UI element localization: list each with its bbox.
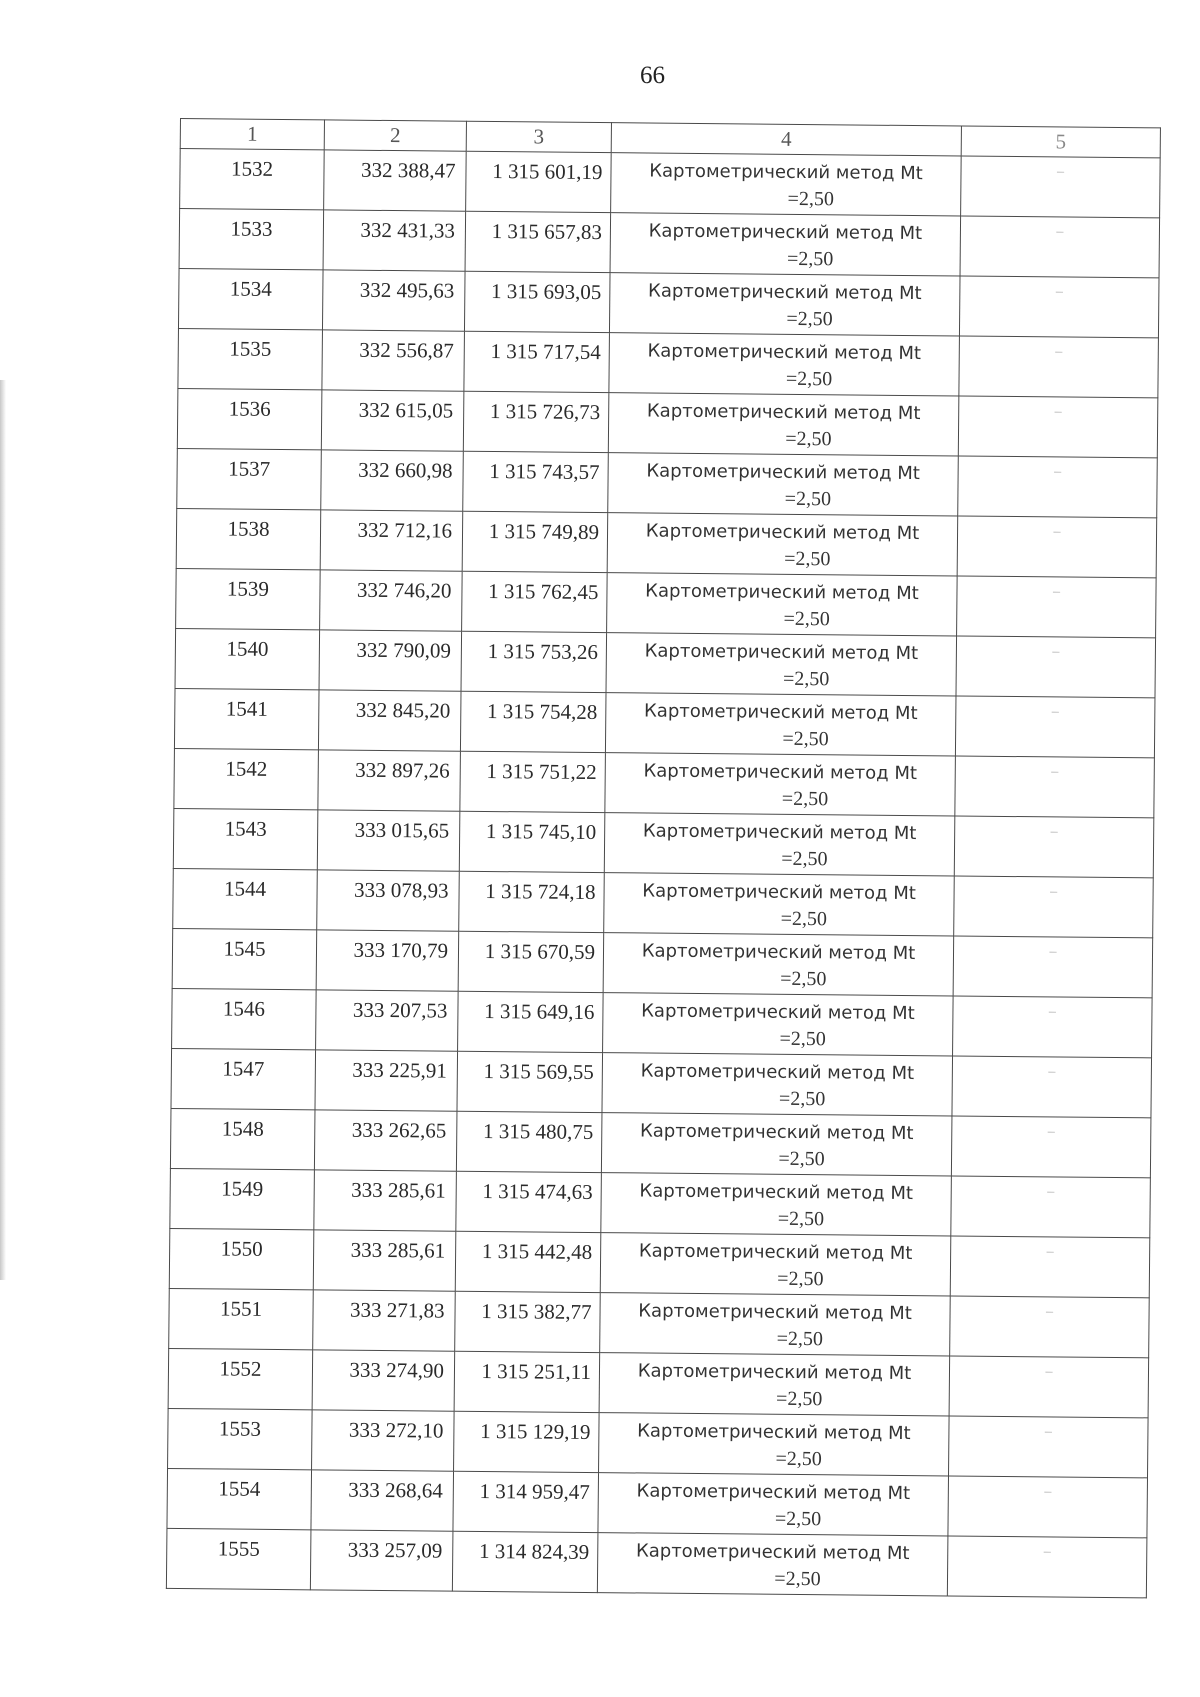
y-coordinate-cell: 1 315 480,75 xyxy=(456,1111,602,1172)
accuracy-text: =2,50 xyxy=(784,547,831,571)
method-cell xyxy=(599,1353,950,1416)
table-row xyxy=(172,988,1153,1057)
method-text: Картометрический метод Mt xyxy=(646,400,921,425)
method-cell xyxy=(607,573,958,636)
method-text: Картометрический метод Mt xyxy=(638,1240,913,1265)
y-coordinate-cell: 1 315 754,28 xyxy=(460,691,606,752)
header-col-3: 3 xyxy=(466,121,611,152)
method-text: Картометрический метод Mt xyxy=(635,1540,910,1565)
method-cell xyxy=(601,1173,952,1236)
y-coordinate-cell: 1 315 442,48 xyxy=(455,1231,601,1292)
table-row xyxy=(171,1048,1152,1117)
y-coordinate-cell: 1 315 251,11 xyxy=(454,1351,600,1412)
method-cell xyxy=(604,873,955,936)
note-cell: – xyxy=(949,1356,1149,1418)
y-coordinate-cell: 1 315 753,26 xyxy=(461,631,607,692)
note-cell: – xyxy=(953,996,1153,1058)
x-coordinate-cell: 333 271,83 xyxy=(313,1290,456,1351)
note-cell: – xyxy=(948,1476,1148,1538)
point-number-cell: 1534 xyxy=(178,268,323,329)
accuracy-text: =2,50 xyxy=(777,1207,825,1231)
point-number-cell: 1533 xyxy=(179,209,324,270)
table-row xyxy=(176,568,1157,637)
table-row xyxy=(170,1108,1151,1177)
method-cell xyxy=(603,933,954,996)
y-coordinate-cell: 1 315 749,89 xyxy=(462,511,608,572)
method-text: Картометрический метод Mt xyxy=(639,1120,914,1145)
point-number-cell: 1536 xyxy=(177,388,322,449)
table-row xyxy=(168,1408,1149,1477)
y-coordinate-cell: 1 315 129,19 xyxy=(454,1411,600,1472)
note-cell: – xyxy=(956,636,1156,698)
method-cell xyxy=(610,213,961,276)
table-row xyxy=(173,868,1154,937)
y-coordinate-cell: 1 314 959,47 xyxy=(453,1471,599,1532)
y-coordinate-cell: 1 315 726,73 xyxy=(463,391,609,452)
table-row xyxy=(178,328,1159,397)
point-number-cell: 1553 xyxy=(168,1408,313,1469)
accuracy-text: =2,50 xyxy=(786,307,833,331)
x-coordinate-cell: 332 746,20 xyxy=(320,570,463,631)
y-coordinate-cell: 1 315 724,18 xyxy=(459,871,605,932)
method-text: Картометрический метод Mt xyxy=(647,340,922,365)
y-coordinate-cell: 1 315 717,54 xyxy=(464,331,610,392)
table-row xyxy=(175,628,1156,697)
point-number-cell: 1550 xyxy=(169,1228,314,1289)
note-cell: – xyxy=(951,1176,1151,1238)
table-row xyxy=(178,268,1159,337)
x-coordinate-cell: 333 257,09 xyxy=(310,1530,453,1591)
note-cell: – xyxy=(949,1416,1149,1478)
header-col-4: 4 xyxy=(611,123,961,156)
y-coordinate-cell: 1 315 751,22 xyxy=(460,751,606,812)
y-coordinate-cell: 1 315 474,63 xyxy=(456,1171,602,1232)
table-row xyxy=(173,808,1154,877)
x-coordinate-cell: 333 285,61 xyxy=(313,1230,456,1291)
x-coordinate-cell: 332 897,26 xyxy=(318,750,461,811)
point-number-cell: 1555 xyxy=(166,1528,311,1589)
point-number-cell: 1532 xyxy=(180,149,325,210)
table-row xyxy=(169,1228,1150,1297)
method-cell xyxy=(600,1293,951,1356)
accuracy-text: =2,50 xyxy=(777,1267,824,1291)
method-text: Картометрический метод Mt xyxy=(648,280,922,305)
accuracy-text: =2,50 xyxy=(782,727,829,751)
accuracy-text: =2,50 xyxy=(786,247,834,271)
x-coordinate-cell: 332 495,63 xyxy=(322,270,465,331)
method-text: Картометрический метод Mt xyxy=(638,1300,912,1325)
table-row xyxy=(167,1468,1148,1537)
method-cell xyxy=(607,513,958,576)
x-coordinate-cell: 333 170,79 xyxy=(316,930,459,991)
x-coordinate-cell: 332 556,87 xyxy=(322,330,465,391)
note-cell: – xyxy=(953,936,1153,998)
method-cell xyxy=(604,813,955,876)
x-coordinate-cell: 333 225,91 xyxy=(315,1050,458,1111)
x-coordinate-cell: 332 712,16 xyxy=(320,510,463,571)
y-coordinate-cell: 1 315 649,16 xyxy=(458,991,604,1052)
point-number-cell: 1554 xyxy=(167,1468,312,1529)
y-coordinate-cell: 1 315 670,59 xyxy=(458,931,604,992)
table-row xyxy=(172,928,1153,997)
method-text: Картометрический метод Mt xyxy=(644,640,919,665)
point-number-cell: 1547 xyxy=(171,1048,316,1109)
y-coordinate-cell: 1 315 693,05 xyxy=(464,271,610,332)
y-coordinate-cell: 1 315 745,10 xyxy=(459,811,605,872)
method-cell xyxy=(609,333,960,396)
accuracy-text: =2,50 xyxy=(781,787,829,811)
method-text: Картометрический метод Mt xyxy=(637,1420,911,1445)
method-text: Картометрический метод Mt xyxy=(648,220,923,245)
method-cell xyxy=(605,753,956,816)
note-cell: – xyxy=(955,696,1155,758)
y-coordinate-cell: 1 315 762,45 xyxy=(462,571,608,632)
method-text: Картометрический метод Mt xyxy=(641,940,916,965)
table-row xyxy=(177,448,1158,517)
note-cell: – xyxy=(952,1056,1152,1118)
method-text: Картометрический метод Mt xyxy=(643,760,918,785)
accuracy-text: =2,50 xyxy=(779,1027,826,1051)
x-coordinate-cell: 333 268,64 xyxy=(311,1470,454,1531)
table-row xyxy=(168,1348,1149,1417)
note-cell: – xyxy=(950,1296,1150,1358)
table-row xyxy=(169,1288,1150,1357)
note-cell: – xyxy=(959,336,1159,398)
accuracy-text: =2,50 xyxy=(774,1567,821,1591)
method-cell xyxy=(608,453,959,516)
point-number-cell: 1551 xyxy=(169,1288,314,1349)
point-number-cell: 1535 xyxy=(178,328,323,389)
point-number-cell: 1543 xyxy=(173,808,318,869)
note-cell: – xyxy=(959,276,1159,338)
header-col-5: 5 xyxy=(961,126,1160,158)
method-cell xyxy=(608,393,959,456)
accuracy-text: =2,50 xyxy=(785,427,832,451)
table-row xyxy=(177,388,1158,457)
note-cell: – xyxy=(951,1116,1151,1178)
coordinates-table xyxy=(166,118,1161,1598)
table-body xyxy=(166,149,1160,1598)
table-row xyxy=(170,1168,1151,1237)
accuracy-text: =2,50 xyxy=(787,187,834,211)
point-number-cell: 1541 xyxy=(174,688,319,749)
table-row xyxy=(180,149,1161,218)
method-text: Картометрический метод Mt xyxy=(640,1060,915,1085)
note-cell: – xyxy=(958,456,1158,518)
point-number-cell: 1545 xyxy=(172,928,317,989)
note-cell: – xyxy=(961,156,1161,218)
page-number: 66 xyxy=(640,62,665,89)
header-col-1: 1 xyxy=(180,119,324,150)
accuracy-text: =2,50 xyxy=(780,907,828,931)
method-cell xyxy=(601,1113,952,1176)
x-coordinate-cell: 333 285,61 xyxy=(314,1170,457,1231)
note-cell: – xyxy=(954,816,1154,878)
note-cell: – xyxy=(947,1536,1147,1598)
accuracy-text: =2,50 xyxy=(775,1387,823,1411)
point-number-cell: 1539 xyxy=(176,568,321,629)
accuracy-text: =2,50 xyxy=(784,487,832,511)
note-cell: – xyxy=(957,516,1157,578)
note-cell: – xyxy=(954,876,1154,938)
note-cell: – xyxy=(960,216,1160,278)
y-coordinate-cell: 1 315 382,77 xyxy=(455,1291,601,1352)
method-cell xyxy=(600,1233,951,1296)
point-number-cell: 1540 xyxy=(175,628,320,689)
x-coordinate-cell: 333 207,53 xyxy=(316,990,459,1051)
x-coordinate-cell: 332 431,33 xyxy=(323,210,466,271)
accuracy-text: =2,50 xyxy=(780,967,827,991)
x-coordinate-cell: 332 388,47 xyxy=(324,150,467,211)
method-text: Картометрический метод Mt xyxy=(641,1000,915,1025)
point-number-cell: 1548 xyxy=(170,1108,315,1169)
scan-edge-shadow xyxy=(0,380,6,1280)
header-col-2: 2 xyxy=(324,120,466,151)
table-row xyxy=(179,209,1160,278)
note-cell: – xyxy=(957,576,1157,638)
point-number-cell: 1538 xyxy=(176,508,321,569)
accuracy-text: =2,50 xyxy=(781,847,828,871)
x-coordinate-cell: 332 660,98 xyxy=(321,450,464,511)
method-cell xyxy=(609,273,960,336)
point-number-cell: 1542 xyxy=(174,748,319,809)
method-cell xyxy=(603,993,954,1056)
method-cell xyxy=(597,1533,948,1596)
method-text: Картометрический метод Mt xyxy=(645,580,919,605)
method-cell xyxy=(605,693,956,756)
table-row xyxy=(176,508,1157,577)
method-text: Картометрический метод Mt xyxy=(639,1180,914,1205)
accuracy-text: =2,50 xyxy=(778,1087,826,1111)
method-text: Картометрический метод Mt xyxy=(643,700,918,725)
y-coordinate-cell: 1 315 601,19 xyxy=(466,151,612,212)
note-cell: – xyxy=(958,396,1158,458)
method-text: Картометрический метод Mt xyxy=(645,520,920,545)
x-coordinate-cell: 333 015,65 xyxy=(317,810,460,871)
method-cell xyxy=(599,1413,950,1476)
point-number-cell: 1537 xyxy=(177,448,322,509)
accuracy-text: =2,50 xyxy=(775,1447,822,1471)
accuracy-text: =2,50 xyxy=(774,1507,822,1531)
x-coordinate-cell: 332 845,20 xyxy=(318,690,461,751)
point-number-cell: 1549 xyxy=(170,1168,315,1229)
x-coordinate-cell: 333 262,65 xyxy=(314,1110,457,1171)
coordinates-table-wrapper xyxy=(166,118,1160,1598)
x-coordinate-cell: 333 272,10 xyxy=(312,1410,455,1471)
method-text: Картометрический метод Mt xyxy=(642,880,916,905)
y-coordinate-cell: 1 315 569,55 xyxy=(457,1051,603,1112)
accuracy-text: =2,50 xyxy=(782,667,830,691)
method-cell xyxy=(602,1053,953,1116)
y-coordinate-cell: 1 314 824,39 xyxy=(452,1531,598,1592)
point-number-cell: 1552 xyxy=(168,1348,313,1409)
table-row xyxy=(166,1528,1147,1597)
method-text: Картометрический метод Mt xyxy=(649,160,923,185)
method-text: Картометрический метод Mt xyxy=(646,460,920,485)
point-number-cell: 1544 xyxy=(173,868,318,929)
y-coordinate-cell: 1 315 657,83 xyxy=(465,211,611,272)
method-cell xyxy=(611,153,962,216)
accuracy-text: =2,50 xyxy=(785,367,833,391)
accuracy-text: =2,50 xyxy=(776,1327,824,1351)
method-text: Картометрический метод Mt xyxy=(637,1360,912,1385)
method-text: Картометрический метод Mt xyxy=(636,1480,911,1505)
method-cell xyxy=(598,1473,949,1536)
table-row xyxy=(174,748,1155,817)
x-coordinate-cell: 333 078,93 xyxy=(317,870,460,931)
point-number-cell: 1546 xyxy=(172,988,317,1049)
accuracy-text: =2,50 xyxy=(778,1147,825,1171)
note-cell: – xyxy=(950,1236,1150,1298)
y-coordinate-cell: 1 315 743,57 xyxy=(463,451,609,512)
method-text: Картометрический метод Mt xyxy=(642,820,917,845)
x-coordinate-cell: 332 615,05 xyxy=(321,390,464,451)
accuracy-text: =2,50 xyxy=(783,607,830,631)
x-coordinate-cell: 333 274,90 xyxy=(312,1350,455,1411)
note-cell: – xyxy=(955,756,1155,818)
method-cell xyxy=(606,633,957,696)
x-coordinate-cell: 332 790,09 xyxy=(319,630,462,691)
table-row xyxy=(174,688,1155,757)
